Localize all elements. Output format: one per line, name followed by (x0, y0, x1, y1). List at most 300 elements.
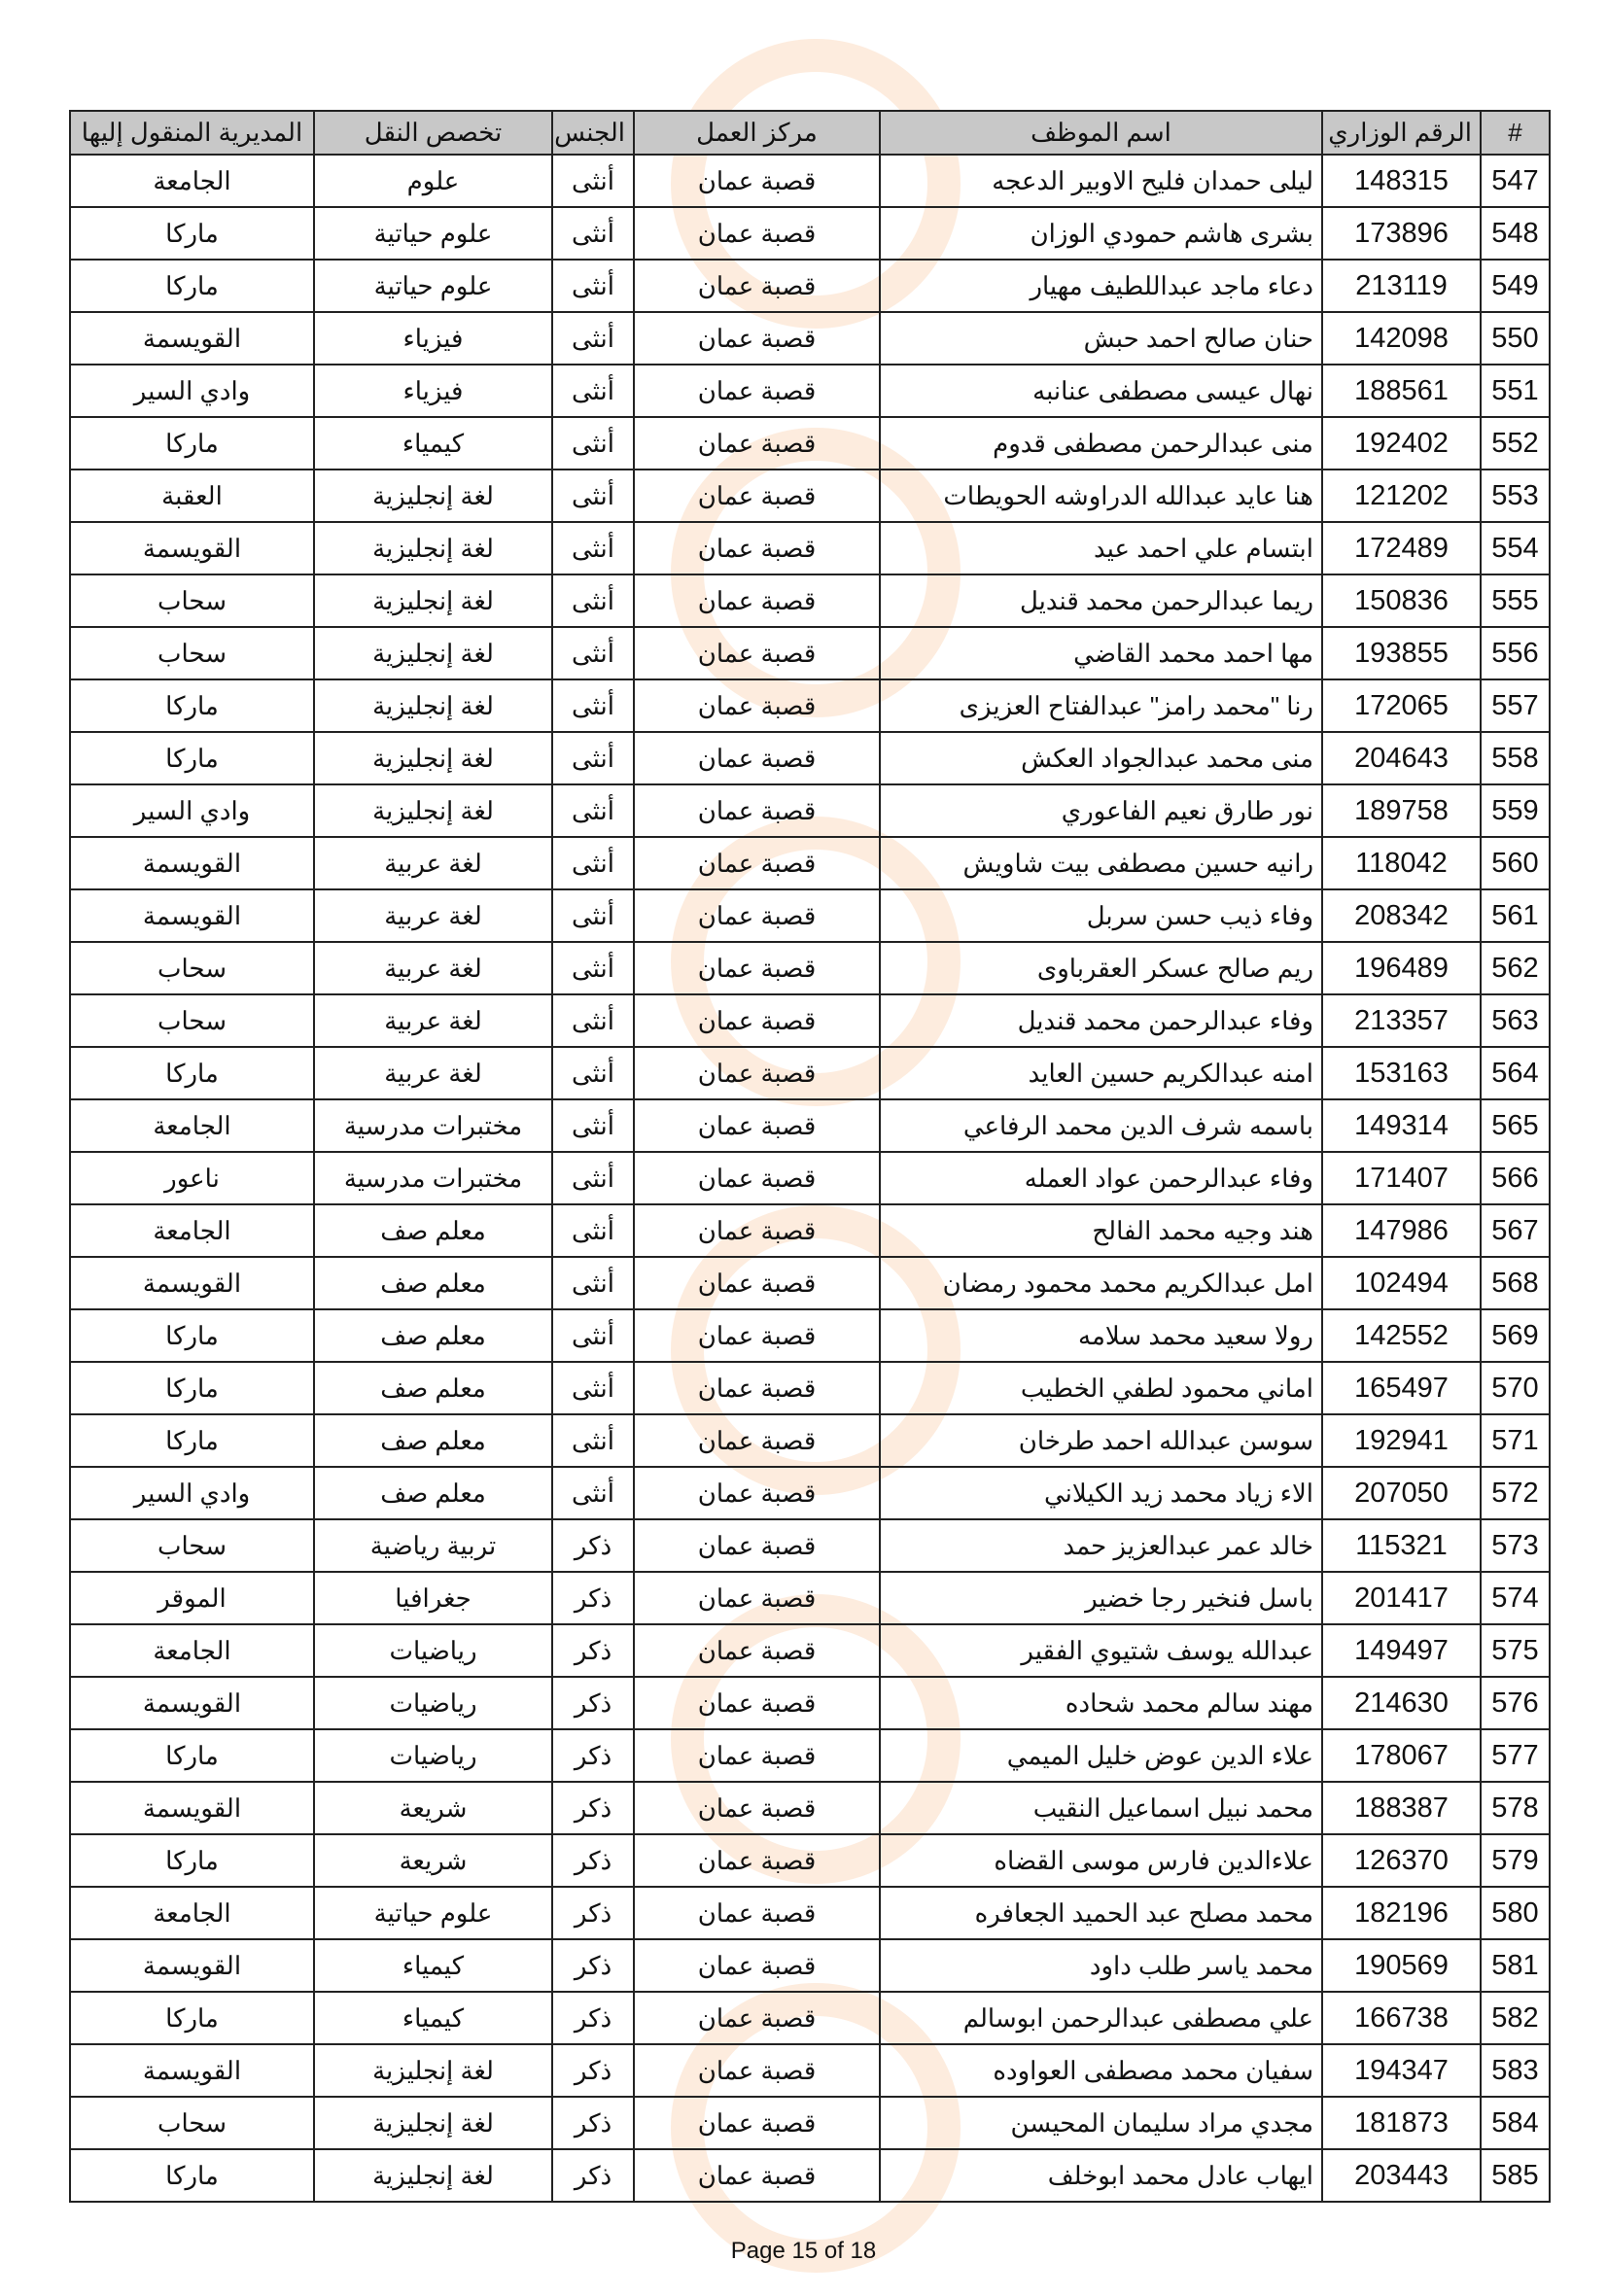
work-center-cell: قصبة عمان (634, 1519, 880, 1572)
specialization-cell: لغة عربية (314, 994, 552, 1047)
gender-cell: أنثى (552, 732, 634, 784)
specialization-cell: لغة عربية (314, 942, 552, 994)
directorate-cell: ماركا (70, 1834, 314, 1887)
specialization-cell: لغة إنجليزية (314, 627, 552, 679)
work-center-cell: قصبة عمان (634, 1467, 880, 1519)
index-cell: 552 (1481, 417, 1550, 470)
work-center-cell: قصبة عمان (634, 627, 880, 679)
ministry-id-cell: 193855 (1322, 627, 1481, 679)
table-header-row (70, 111, 1550, 155)
table-row (70, 1782, 1550, 1834)
index-cell: 560 (1481, 837, 1550, 889)
index-cell: 576 (1481, 1677, 1550, 1729)
work-center-cell: قصبة عمان (634, 1624, 880, 1677)
ministry-id-cell: 153163 (1322, 1047, 1481, 1099)
index-cell: 554 (1481, 522, 1550, 574)
employee-name-cell: ليلى حمدان فليح الاوبير الدعجه (880, 155, 1322, 207)
index-cell: 582 (1481, 1992, 1550, 2044)
employee-name-cell: رنا "محمد رامز" عبدالفتاح العزيزى (880, 679, 1322, 732)
index-cell: 556 (1481, 627, 1550, 679)
table-row (70, 1152, 1550, 1204)
specialization-cell: علوم حياتية (314, 1887, 552, 1939)
directorate-cell: القويسمة (70, 889, 314, 942)
work-center-cell: قصبة عمان (634, 1677, 880, 1729)
work-center-cell: قصبة عمان (634, 417, 880, 470)
transfer-table (69, 110, 1551, 2203)
index-cell: 566 (1481, 1152, 1550, 1204)
directorate-cell: الجامعة (70, 155, 314, 207)
work-center-cell: قصبة عمان (634, 470, 880, 522)
directorate-cell: ماركا (70, 260, 314, 312)
specialization-cell: كيمياء (314, 1992, 552, 2044)
index-cell: 585 (1481, 2149, 1550, 2202)
work-center-cell: قصبة عمان (634, 312, 880, 365)
ministry-id-cell: 213357 (1322, 994, 1481, 1047)
table-row (70, 1047, 1550, 1099)
index-cell: 570 (1481, 1362, 1550, 1414)
directorate-cell: ماركا (70, 1309, 314, 1362)
work-center-cell: قصبة عمان (634, 207, 880, 260)
specialization-cell: معلم صف (314, 1362, 552, 1414)
gender-cell: أنثى (552, 1309, 634, 1362)
ministry-id-cell: 214630 (1322, 1677, 1481, 1729)
gender-cell: ذكر (552, 1782, 634, 1834)
ministry-id-cell: 115321 (1322, 1519, 1481, 1572)
directorate-cell: الجامعة (70, 1887, 314, 1939)
specialization-cell: معلم صف (314, 1204, 552, 1257)
index-cell: 578 (1481, 1782, 1550, 1834)
work-center-cell: قصبة عمان (634, 522, 880, 574)
directorate-cell: سحاب (70, 2097, 314, 2149)
ministry-id-cell: 149497 (1322, 1624, 1481, 1677)
directorate-cell: القويسمة (70, 837, 314, 889)
work-center-cell: قصبة عمان (634, 1152, 880, 1204)
directorate-cell: ماركا (70, 679, 314, 732)
work-center-cell: قصبة عمان (634, 574, 880, 627)
work-center-cell: قصبة عمان (634, 1782, 880, 1834)
employee-name-cell: ايهاب عادل محمد ابوخلف (880, 2149, 1322, 2202)
work-center-cell: قصبة عمان (634, 155, 880, 207)
specialization-cell: لغة إنجليزية (314, 470, 552, 522)
table-row (70, 365, 1550, 417)
work-center-cell: قصبة عمان (634, 1887, 880, 1939)
page-number: Page 15 of 18 (730, 2238, 877, 2264)
table-row (70, 994, 1550, 1047)
header-ministry-id: الرقم الوزاري (1322, 111, 1481, 155)
employee-name-cell: سوسن عبدالله احمد طرخان (880, 1414, 1322, 1467)
gender-cell: أنثى (552, 1414, 634, 1467)
index-cell: 565 (1481, 1099, 1550, 1152)
employee-name-cell: باسل فنخير رجا خضير (880, 1572, 1322, 1624)
gender-cell: أنثى (552, 522, 634, 574)
specialization-cell: لغة إنجليزية (314, 784, 552, 837)
table-row (70, 1939, 1550, 1992)
gender-cell: أنثى (552, 207, 634, 260)
header-specialization: تخصص النقل (314, 111, 552, 155)
gender-cell: ذكر (552, 1887, 634, 1939)
gender-cell: ذكر (552, 1519, 634, 1572)
index-cell: 575 (1481, 1624, 1550, 1677)
index-cell: 583 (1481, 2044, 1550, 2097)
specialization-cell: لغة إنجليزية (314, 679, 552, 732)
index-cell: 567 (1481, 1204, 1550, 1257)
index-cell: 553 (1481, 470, 1550, 522)
employee-name-cell: محمد نبيل اسماعيل النقيب (880, 1782, 1322, 1834)
gender-cell: أنثى (552, 365, 634, 417)
table-row (70, 2044, 1550, 2097)
gender-cell: أنثى (552, 312, 634, 365)
directorate-cell: وادي السير (70, 784, 314, 837)
employee-name-cell: امل عبدالكريم محمد محمود رمضان (880, 1257, 1322, 1309)
work-center-cell: قصبة عمان (634, 994, 880, 1047)
employee-name-cell: علاءالدين فارس موسى القضاه (880, 1834, 1322, 1887)
employee-name-cell: نور طارق نعيم الفاعوري (880, 784, 1322, 837)
ministry-id-cell: 166738 (1322, 1992, 1481, 2044)
ministry-id-cell: 172489 (1322, 522, 1481, 574)
work-center-cell: قصبة عمان (634, 1939, 880, 1992)
specialization-cell: مختبرات مدرسية (314, 1099, 552, 1152)
employee-name-cell: رانيه حسين مصطفى بيت شاويش (880, 837, 1322, 889)
gender-cell: أنثى (552, 1047, 634, 1099)
specialization-cell: كيمياء (314, 417, 552, 470)
directorate-cell: سحاب (70, 1519, 314, 1572)
index-cell: 584 (1481, 2097, 1550, 2149)
employee-name-cell: هنا عايد عبدالله الدراوشه الحويطات (880, 470, 1322, 522)
ministry-id-cell: 147986 (1322, 1204, 1481, 1257)
ministry-id-cell: 201417 (1322, 1572, 1481, 1624)
directorate-cell: الجامعة (70, 1204, 314, 1257)
employee-name-cell: باسمه شرف الدين محمد الرفاعي (880, 1099, 1322, 1152)
directorate-cell: القويسمة (70, 1677, 314, 1729)
gender-cell: أنثى (552, 155, 634, 207)
table-row (70, 1887, 1550, 1939)
work-center-cell: قصبة عمان (634, 784, 880, 837)
gender-cell: أنثى (552, 942, 634, 994)
ministry-id-cell: 171407 (1322, 1152, 1481, 1204)
directorate-cell: ماركا (70, 2149, 314, 2202)
table-row (70, 627, 1550, 679)
directorate-cell: القويسمة (70, 1939, 314, 1992)
directorate-cell: ماركا (70, 207, 314, 260)
employee-name-cell: وفاء ذيب حسن سربل (880, 889, 1322, 942)
index-cell: 573 (1481, 1519, 1550, 1572)
index-cell: 568 (1481, 1257, 1550, 1309)
employee-name-cell: ريم صالح عسكر العقرباوى (880, 942, 1322, 994)
table-row (70, 1992, 1550, 2044)
directorate-cell: القويسمة (70, 522, 314, 574)
directorate-cell: وادي السير (70, 365, 314, 417)
table-row (70, 312, 1550, 365)
gender-cell: أنثى (552, 627, 634, 679)
gender-cell: أنثى (552, 470, 634, 522)
table-row (70, 1729, 1550, 1782)
index-cell: 564 (1481, 1047, 1550, 1099)
employee-name-cell: وفاء عبدالرحمن محمد قنديل (880, 994, 1322, 1047)
specialization-cell: لغة إنجليزية (314, 732, 552, 784)
directorate-cell: ماركا (70, 417, 314, 470)
directorate-cell: ماركا (70, 1362, 314, 1414)
specialization-cell: علوم حياتية (314, 207, 552, 260)
gender-cell: أنثى (552, 1099, 634, 1152)
gender-cell: أنثى (552, 1152, 634, 1204)
directorate-cell: سحاب (70, 942, 314, 994)
specialization-cell: لغة إنجليزية (314, 2044, 552, 2097)
work-center-cell: قصبة عمان (634, 1834, 880, 1887)
index-cell: 549 (1481, 260, 1550, 312)
directorate-cell: القويسمة (70, 312, 314, 365)
table-row (70, 784, 1550, 837)
table-row (70, 470, 1550, 522)
specialization-cell: معلم صف (314, 1414, 552, 1467)
ministry-id-cell: 172065 (1322, 679, 1481, 732)
employee-name-cell: سفيان محمد مصطفى العواوده (880, 2044, 1322, 2097)
ministry-id-cell: 150836 (1322, 574, 1481, 627)
specialization-cell: لغة عربية (314, 1047, 552, 1099)
table-row (70, 260, 1550, 312)
specialization-cell: رياضيات (314, 1677, 552, 1729)
ministry-id-cell: 126370 (1322, 1834, 1481, 1887)
table-row (70, 1519, 1550, 1572)
table-row (70, 732, 1550, 784)
table-row (70, 1204, 1550, 1257)
directorate-cell: القويسمة (70, 1782, 314, 1834)
employee-name-cell: وفاء عبدالرحمن عواد العمله (880, 1152, 1322, 1204)
table-row (70, 889, 1550, 942)
work-center-cell: قصبة عمان (634, 889, 880, 942)
header-index: # (1481, 111, 1550, 155)
index-cell: 572 (1481, 1467, 1550, 1519)
specialization-cell: معلم صف (314, 1467, 552, 1519)
work-center-cell: قصبة عمان (634, 1729, 880, 1782)
specialization-cell: علوم (314, 155, 552, 207)
specialization-cell: شريعة (314, 1834, 552, 1887)
gender-cell: ذكر (552, 1992, 634, 2044)
gender-cell: ذكر (552, 1729, 634, 1782)
directorate-cell: ماركا (70, 1729, 314, 1782)
index-cell: 577 (1481, 1729, 1550, 1782)
employee-name-cell: علاء الدين عوض خليل الميمي (880, 1729, 1322, 1782)
employee-name-cell: امنه عبدالكريم حسين العايد (880, 1047, 1322, 1099)
directorate-cell: سحاب (70, 627, 314, 679)
ministry-id-cell: 188561 (1322, 365, 1481, 417)
ministry-id-cell: 148315 (1322, 155, 1481, 207)
directorate-cell: القويسمة (70, 2044, 314, 2097)
employee-name-cell: مهند سالم محمد شحاده (880, 1677, 1322, 1729)
employee-name-cell: الاء زياد محمد زيد الكيلاني (880, 1467, 1322, 1519)
work-center-cell: قصبة عمان (634, 1362, 880, 1414)
table-row (70, 1099, 1550, 1152)
employee-name-cell: رولا سعيد محمد سلامه (880, 1309, 1322, 1362)
index-cell: 580 (1481, 1887, 1550, 1939)
ministry-id-cell: 213119 (1322, 260, 1481, 312)
specialization-cell: علوم حياتية (314, 260, 552, 312)
ministry-id-cell: 118042 (1322, 837, 1481, 889)
specialization-cell: لغة عربية (314, 837, 552, 889)
index-cell: 571 (1481, 1414, 1550, 1467)
ministry-id-cell: 196489 (1322, 942, 1481, 994)
ministry-id-cell: 149314 (1322, 1099, 1481, 1152)
specialization-cell: لغة إنجليزية (314, 2149, 552, 2202)
ministry-id-cell: 194347 (1322, 2044, 1481, 2097)
gender-cell: ذكر (552, 2149, 634, 2202)
specialization-cell: لغة إنجليزية (314, 522, 552, 574)
index-cell: 555 (1481, 574, 1550, 627)
ministry-id-cell: 190569 (1322, 1939, 1481, 1992)
employee-name-cell: نهال عيسى مصطفى عنانبه (880, 365, 1322, 417)
header-work-center: مركز العمل (634, 111, 880, 155)
directorate-cell: ماركا (70, 1047, 314, 1099)
header-gender: الجنس (552, 111, 634, 155)
work-center-cell: قصبة عمان (634, 1309, 880, 1362)
specialization-cell: معلم صف (314, 1309, 552, 1362)
index-cell: 581 (1481, 1939, 1550, 1992)
table-row (70, 837, 1550, 889)
table-row (70, 679, 1550, 732)
work-center-cell: قصبة عمان (634, 1257, 880, 1309)
ministry-id-cell: 189758 (1322, 784, 1481, 837)
gender-cell: أنثى (552, 1467, 634, 1519)
table-row (70, 1572, 1550, 1624)
index-cell: 579 (1481, 1834, 1550, 1887)
work-center-cell: قصبة عمان (634, 365, 880, 417)
specialization-cell: فيزياء (314, 365, 552, 417)
table-row (70, 155, 1550, 207)
work-center-cell: قصبة عمان (634, 1047, 880, 1099)
gender-cell: أنثى (552, 574, 634, 627)
work-center-cell: قصبة عمان (634, 2097, 880, 2149)
specialization-cell: فيزياء (314, 312, 552, 365)
table-row (70, 1624, 1550, 1677)
ministry-id-cell: 178067 (1322, 1729, 1481, 1782)
index-cell: 548 (1481, 207, 1550, 260)
index-cell: 559 (1481, 784, 1550, 837)
employee-name-cell: منى محمد عبدالجواد العكش (880, 732, 1322, 784)
work-center-cell: قصبة عمان (634, 837, 880, 889)
directorate-cell: وادي السير (70, 1467, 314, 1519)
header-directorate: المديرية المنقول إليها (70, 111, 314, 155)
gender-cell: أنثى (552, 260, 634, 312)
ministry-id-cell: 192941 (1322, 1414, 1481, 1467)
table-row (70, 1414, 1550, 1467)
employee-name-cell: مجدي مراد سليمان المحيسن (880, 2097, 1322, 2149)
directorate-cell: سحاب (70, 994, 314, 1047)
table-row (70, 522, 1550, 574)
directorate-cell: سحاب (70, 574, 314, 627)
work-center-cell: قصبة عمان (634, 260, 880, 312)
header-employee-name: اسم الموظف (880, 111, 1322, 155)
ministry-id-cell: 192402 (1322, 417, 1481, 470)
ministry-id-cell: 102494 (1322, 1257, 1481, 1309)
specialization-cell: كيمياء (314, 1939, 552, 1992)
gender-cell: أنثى (552, 837, 634, 889)
gender-cell: أنثى (552, 1362, 634, 1414)
employee-name-cell: محمد مصلح عبد الحميد الجعافره (880, 1887, 1322, 1939)
directorate-cell: ماركا (70, 1414, 314, 1467)
specialization-cell: لغة إنجليزية (314, 574, 552, 627)
gender-cell: ذكر (552, 1834, 634, 1887)
directorate-cell: العقبة (70, 470, 314, 522)
work-center-cell: قصبة عمان (634, 679, 880, 732)
specialization-cell: تربية رياضية (314, 1519, 552, 1572)
table-row (70, 1467, 1550, 1519)
table-row (70, 574, 1550, 627)
specialization-cell: لغة عربية (314, 889, 552, 942)
employee-name-cell: محمد ياسر طلب داود (880, 1939, 1322, 1992)
table-row (70, 2097, 1550, 2149)
ministry-id-cell: 173896 (1322, 207, 1481, 260)
ministry-id-cell: 204643 (1322, 732, 1481, 784)
employee-name-cell: بشرى هاشم حمودي الوزان (880, 207, 1322, 260)
directorate-cell: الجامعة (70, 1099, 314, 1152)
ministry-id-cell: 188387 (1322, 1782, 1481, 1834)
table-row (70, 207, 1550, 260)
ministry-id-cell: 207050 (1322, 1467, 1481, 1519)
work-center-cell: قصبة عمان (634, 1572, 880, 1624)
employee-name-cell: حنان صالح احمد حبش (880, 312, 1322, 365)
index-cell: 551 (1481, 365, 1550, 417)
gender-cell: ذكر (552, 1677, 634, 1729)
index-cell: 562 (1481, 942, 1550, 994)
ministry-id-cell: 142552 (1322, 1309, 1481, 1362)
gender-cell: ذكر (552, 2044, 634, 2097)
employee-name-cell: خالد عمر عبدالعزيز حمد (880, 1519, 1322, 1572)
employee-name-cell: اماني محمود لطفي الخطيب (880, 1362, 1322, 1414)
index-cell: 557 (1481, 679, 1550, 732)
employee-name-cell: علي مصطفى عبدالرحمن ابوسالم (880, 1992, 1322, 2044)
gender-cell: ذكر (552, 2097, 634, 2149)
specialization-cell: رياضيات (314, 1729, 552, 1782)
ministry-id-cell: 142098 (1322, 312, 1481, 365)
index-cell: 550 (1481, 312, 1550, 365)
index-cell: 561 (1481, 889, 1550, 942)
table-row (70, 1257, 1550, 1309)
directorate-cell: الموقر (70, 1572, 314, 1624)
index-cell: 558 (1481, 732, 1550, 784)
employee-name-cell: ريما عبدالرحمن محمد قنديل (880, 574, 1322, 627)
gender-cell: ذكر (552, 1939, 634, 1992)
gender-cell: أنثى (552, 889, 634, 942)
work-center-cell: قصبة عمان (634, 1204, 880, 1257)
ministry-id-cell: 208342 (1322, 889, 1481, 942)
employee-name-cell: منى عبدالرحمن مصطفى قدوم (880, 417, 1322, 470)
ministry-id-cell: 121202 (1322, 470, 1481, 522)
gender-cell: أنثى (552, 994, 634, 1047)
directorate-cell: ماركا (70, 732, 314, 784)
employee-name-cell: عبدالله يوسف شتيوي الفقير (880, 1624, 1322, 1677)
table-row (70, 417, 1550, 470)
ministry-id-cell: 182196 (1322, 1887, 1481, 1939)
ministry-id-cell: 181873 (1322, 2097, 1481, 2149)
table-body (70, 155, 1550, 2202)
specialization-cell: لغة إنجليزية (314, 2097, 552, 2149)
work-center-cell: قصبة عمان (634, 1414, 880, 1467)
employee-name-cell: دعاء ماجد عبداللطيف مهيار (880, 260, 1322, 312)
employee-name-cell: هند وجيه محمد الفالح (880, 1204, 1322, 1257)
directorate-cell: ماركا (70, 1992, 314, 2044)
table-row (70, 1309, 1550, 1362)
ministry-id-cell: 203443 (1322, 2149, 1481, 2202)
gender-cell: ذكر (552, 1572, 634, 1624)
work-center-cell: قصبة عمان (634, 1992, 880, 2044)
gender-cell: أنثى (552, 679, 634, 732)
index-cell: 547 (1481, 155, 1550, 207)
specialization-cell: جغرافيا (314, 1572, 552, 1624)
table-row (70, 942, 1550, 994)
gender-cell: أنثى (552, 417, 634, 470)
specialization-cell: معلم صف (314, 1257, 552, 1309)
gender-cell: ذكر (552, 1624, 634, 1677)
gender-cell: أنثى (552, 1257, 634, 1309)
